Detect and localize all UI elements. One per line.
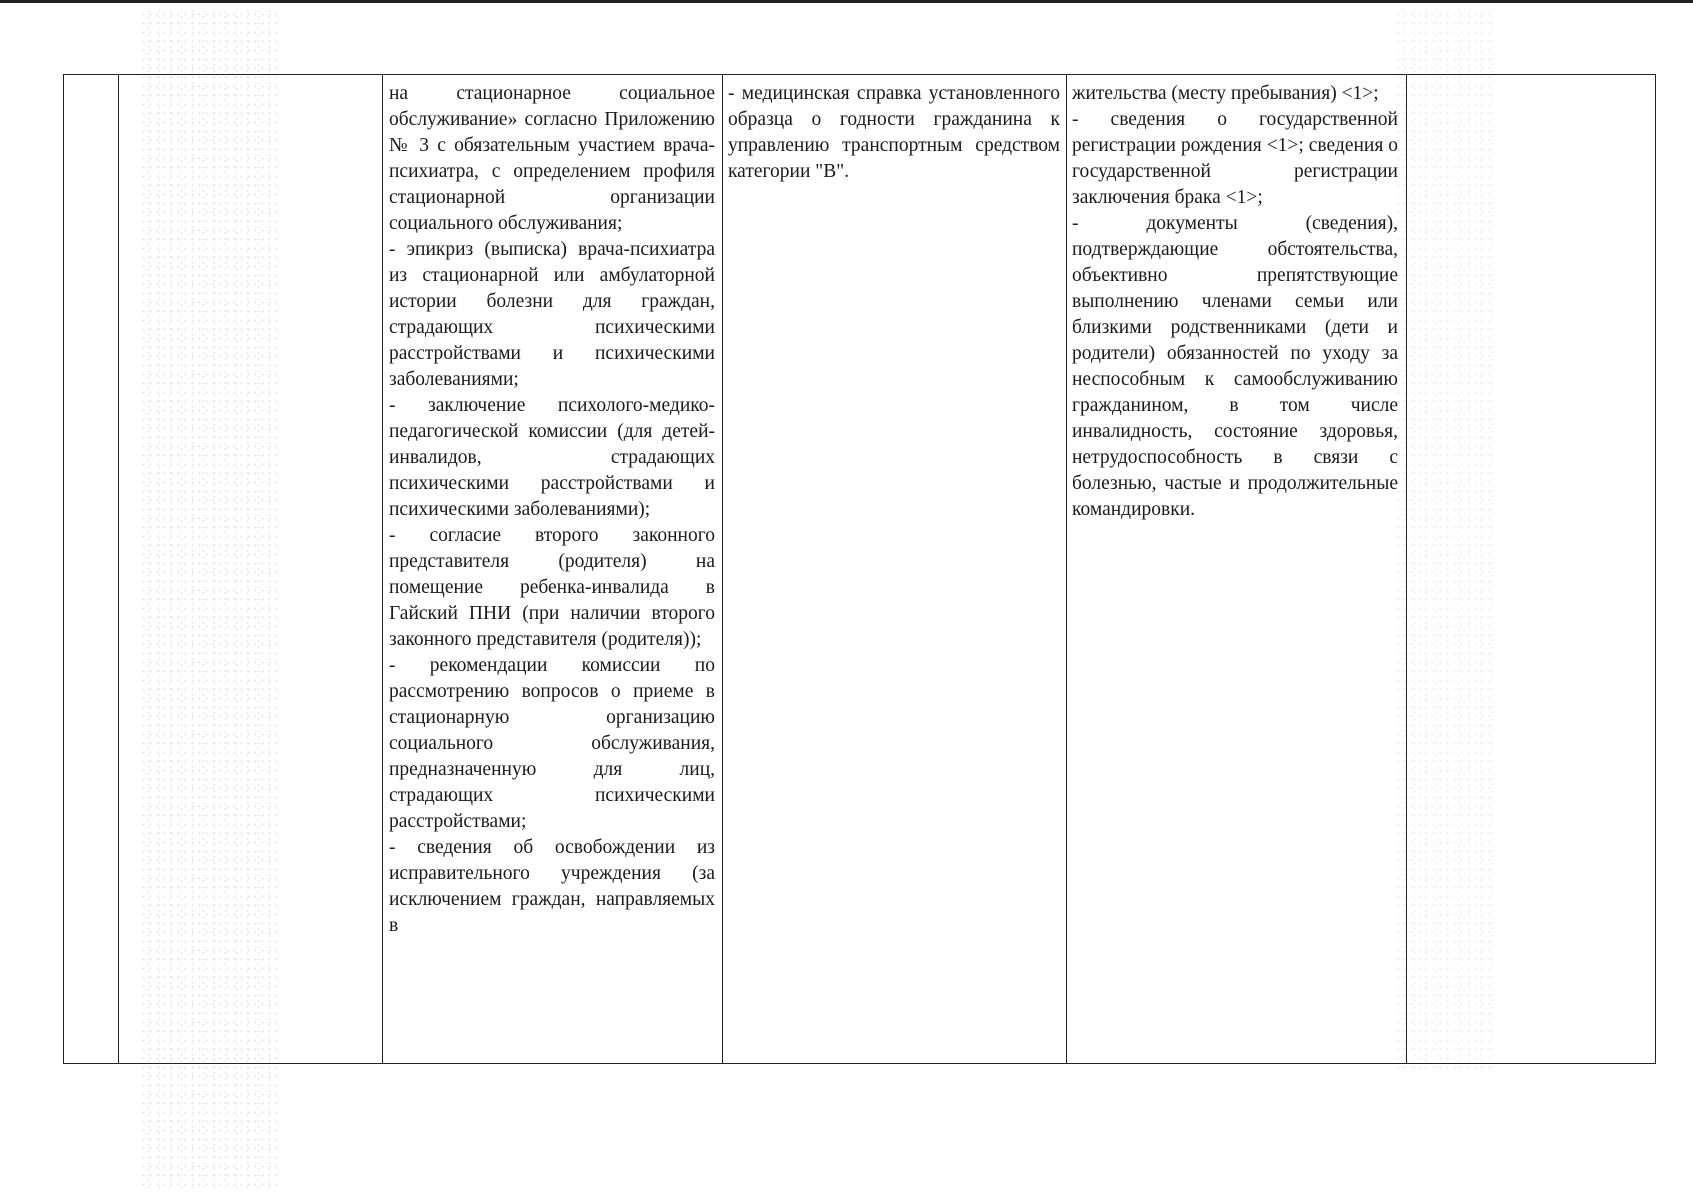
column-divider-5 bbox=[1406, 75, 1407, 1063]
cell-documents-column-4 bbox=[728, 81, 1060, 185]
document-table bbox=[63, 74, 1656, 1064]
column-divider-1 bbox=[118, 75, 119, 1063]
column-divider-4 bbox=[1066, 75, 1067, 1063]
cell-documents-column-5 bbox=[1072, 81, 1398, 523]
scan-edge bbox=[0, 0, 1693, 3]
column-divider-3 bbox=[722, 75, 723, 1063]
cell-col3-text: на стационарное социальное обслуживание» согласно Приложению № 3 с обязательным участием врача-психиатра, с определением профиля стационарной организации социального обслуживания; - эпикриз (выписка) врача-психиатра из стационарной или амбулаторной истории болезни для граждан, страдающих психическими расстройствами и психическими заболеваниями; - заключение психолого-медико-педагогической комиссии (для детей-инвалидов, страдающих психическими расстройствами и психическими заболеваниями); - согласие второго законного представителя (родителя) на помещение ребенка-инвалида в Гайский ПНИ (при наличии второго законного представителя (родителя)); - рекомендации комиссии по рассмотрению вопросов о приеме в стационарную организацию социального обслуживания, предназначенную для лиц, страдающих психическими расстройствами; - сведения об освобождении из исправительного учреждения (за исключением граждан, направляемых в bbox=[389, 83, 715, 936]
cell-col4-text: - медицинская справка установленного образца о годности гражданина к управлению транспортным средством категории "В". bbox=[728, 83, 1060, 182]
cell-col5-text: жительства (месту пребывания) <1>; - сведения о государственной регистрации рождения <1>; сведения о государственной регистрации заключения брака <1>; - документы (сведения), подтверждающие обстоятельства, объективно препятствующие выполнению членами семьи или близкими родственниками (дети и родители) обязанностей по уходу за неспособным к самообслуживанию гражданином, в том числе инвалидность, состояние здоровья, нетрудоспособность в связи с болезнью, частые и продолжительные командировки. bbox=[1072, 83, 1398, 520]
cell-documents-column-3 bbox=[389, 81, 715, 939]
column-divider-2 bbox=[382, 75, 383, 1063]
